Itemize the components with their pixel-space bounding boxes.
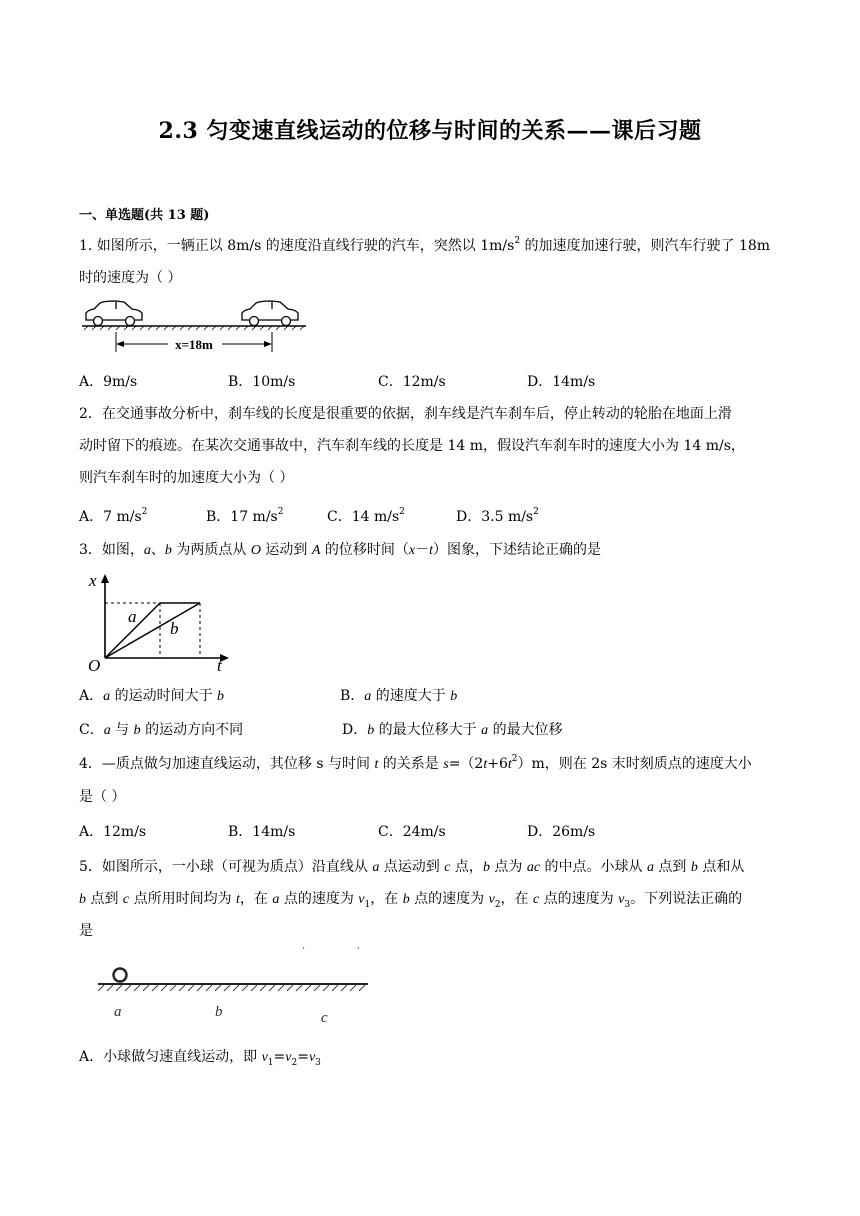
- origin-label: O: [88, 656, 101, 672]
- question-5-ball-figure: [94, 940, 370, 1030]
- ball-icon: [114, 969, 127, 982]
- point-a-label: a: [114, 1004, 122, 1020]
- q1-option-d[interactable]: D．14m/s: [527, 374, 596, 390]
- question-5-line-1: 5．如图所示，一小球（可视为质点）沿直线从 a 点运动到 c 点，b 点为 ac 的中点。小球从 a 点到 b 点和从: [79, 859, 745, 875]
- point-c-label: c: [321, 1010, 328, 1026]
- question-2-line-2: 动时留下的痕迹。在某次交通事故中，汽车刹车线的长度是 14 m，假设汽车刹车时的速度大小为 14 m/s，: [79, 438, 745, 454]
- section-heading: 一、单选题(共 13 题): [79, 208, 210, 223]
- question-4-line-1: 4．—质点做匀加速直线运动，其位移 s 与时间 t 的关系是 $s=(2t+6t^2)m$，则在 2s 末时刻质点的速度大小: [79, 754, 752, 772]
- question-1-line-1: 1. 如图所示，一辆正以 8m/s 的速度沿直线行驶的汽车，突然以 $1m/s^2$ 的加速度加速行驶，则汽车行驶了 18m: [79, 236, 771, 254]
- q2-option-d[interactable]: D．3.5 $m/s^2$: [456, 507, 539, 525]
- q2-option-c[interactable]: C．14 $m/s^2$: [327, 507, 405, 525]
- question-2-line-1: 2．在交通事故分析中，刹车线的长度是很重要的依据，刹车线是汽车刹车后，停止转动的轮胎在地面上滑: [79, 406, 732, 422]
- question-2-line-3: 则汽车刹车时的加速度大小为（ ）: [79, 470, 294, 486]
- q2-option-b[interactable]: B．17 $m/s^2$: [206, 507, 284, 525]
- q4-option-d[interactable]: D．26m/s: [527, 824, 596, 840]
- q4-option-a[interactable]: A．12m/s: [79, 824, 147, 840]
- distance-label: x=18m: [175, 337, 213, 352]
- q1-option-c[interactable]: C．12m/s: [378, 374, 446, 390]
- question-5-line-2: b 点到 c 点所用时间均为 t，在 a 点的速度为 $v_1$，在 b 点的速度为 $v_2$，在 c 点的速度为 $v_3$。下列说法正确的: [79, 891, 743, 910]
- question-3-xt-graph: [84, 572, 234, 672]
- question-3-line-1: 3．如图，a、b 为两质点从 O 运动到 A 的位移时间（x－t）图象，下述结论正确的是: [79, 542, 601, 558]
- q4-option-b[interactable]: B．14m/s: [228, 824, 296, 840]
- line-a-label: a: [128, 607, 137, 626]
- y-axis-label: x: [89, 572, 97, 590]
- q3-option-a[interactable]: A．a 的运动时间大于 b: [79, 688, 225, 704]
- q1-option-a[interactable]: A．9m/s: [79, 374, 138, 390]
- q2-option-a[interactable]: A．7 $m/s^2$: [79, 507, 148, 525]
- question-5-line-3: 是: [79, 923, 93, 939]
- car-left-icon: [86, 301, 142, 326]
- page-title: 2.3 匀变速直线运动的位移与时间的关系——课后习题: [158, 118, 702, 144]
- q3-option-d[interactable]: D．b 的最大位移大于 a 的最大位移: [342, 722, 563, 738]
- x-axis-label: t: [217, 656, 222, 672]
- question-1-car-figure: [80, 298, 310, 356]
- q5-option-a[interactable]: A．小球做匀速直线运动，即 $v_1=v_2=v_3$: [79, 1049, 321, 1068]
- question-1-line-2: 时的速度为（ ）: [79, 270, 182, 286]
- car-right-icon: [242, 301, 298, 326]
- line-b-label: b: [170, 619, 179, 638]
- q3-option-b[interactable]: B．a 的速度大于 b: [340, 688, 458, 704]
- question-4-line-2: 是（ ）: [79, 789, 126, 805]
- point-b-label: b: [215, 1004, 223, 1020]
- q4-option-c[interactable]: C．24m/s: [378, 824, 446, 840]
- q1-option-b[interactable]: B．10m/s: [228, 374, 296, 390]
- q3-option-c[interactable]: C．a 与 b 的运动方向不同: [79, 722, 244, 738]
